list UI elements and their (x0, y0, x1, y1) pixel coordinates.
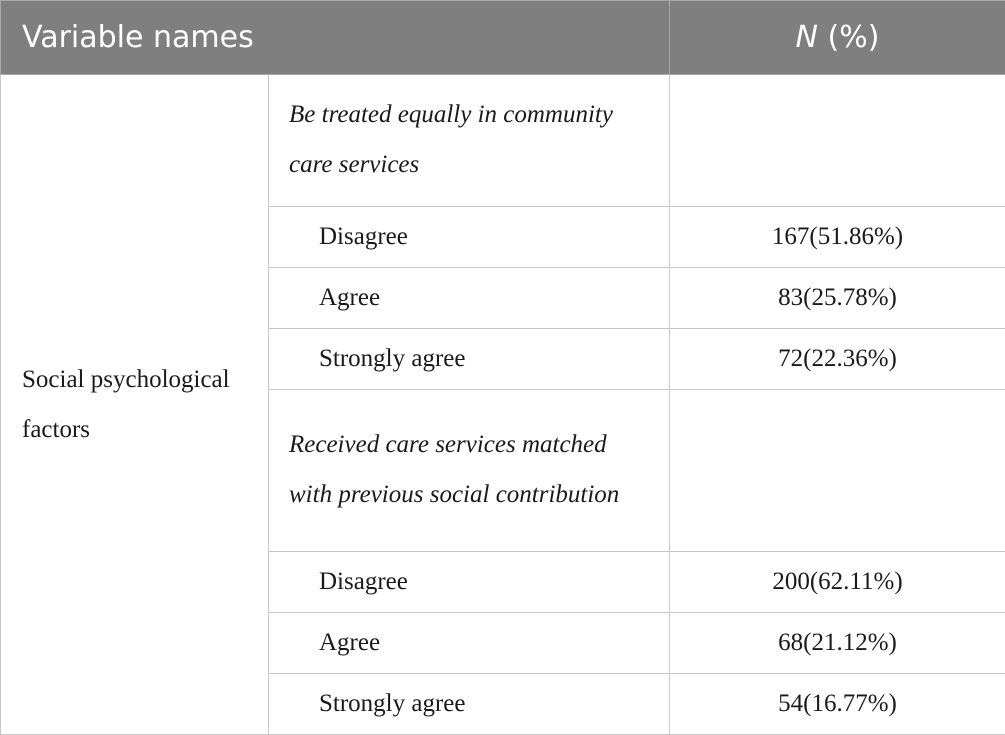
empty-value-cell (670, 75, 1005, 207)
option-label: Agree (269, 613, 670, 674)
question-row (1, 75, 1005, 207)
header-n-percent (670, 1, 1005, 75)
header-row (1, 1, 1005, 75)
option-value: 83(25.78%) (670, 268, 1005, 329)
question-label: Be treated equally in community care services (269, 75, 670, 207)
option-label: Strongly agree (269, 329, 670, 390)
option-label: Disagree (269, 552, 670, 613)
option-value: 54(16.77%) (670, 674, 1005, 735)
option-label: Disagree (269, 207, 670, 268)
option-value: 72(22.36%) (670, 329, 1005, 390)
option-value: 68(21.12%) (670, 613, 1005, 674)
group-label: Social psychological factors (1, 75, 269, 735)
empty-value-cell (670, 390, 1005, 552)
option-label: Agree (269, 268, 670, 329)
option-value: 167(51.86%) (670, 207, 1005, 268)
option-label: Strongly agree (269, 674, 670, 735)
question-label: Received care services matched with previous social contribution (269, 390, 670, 552)
header-n-label: N (796, 20, 818, 55)
option-value: 200(62.11%) (670, 552, 1005, 613)
header-percent-label: (%) (828, 20, 880, 55)
header-variable-names: Variable names (1, 1, 670, 75)
